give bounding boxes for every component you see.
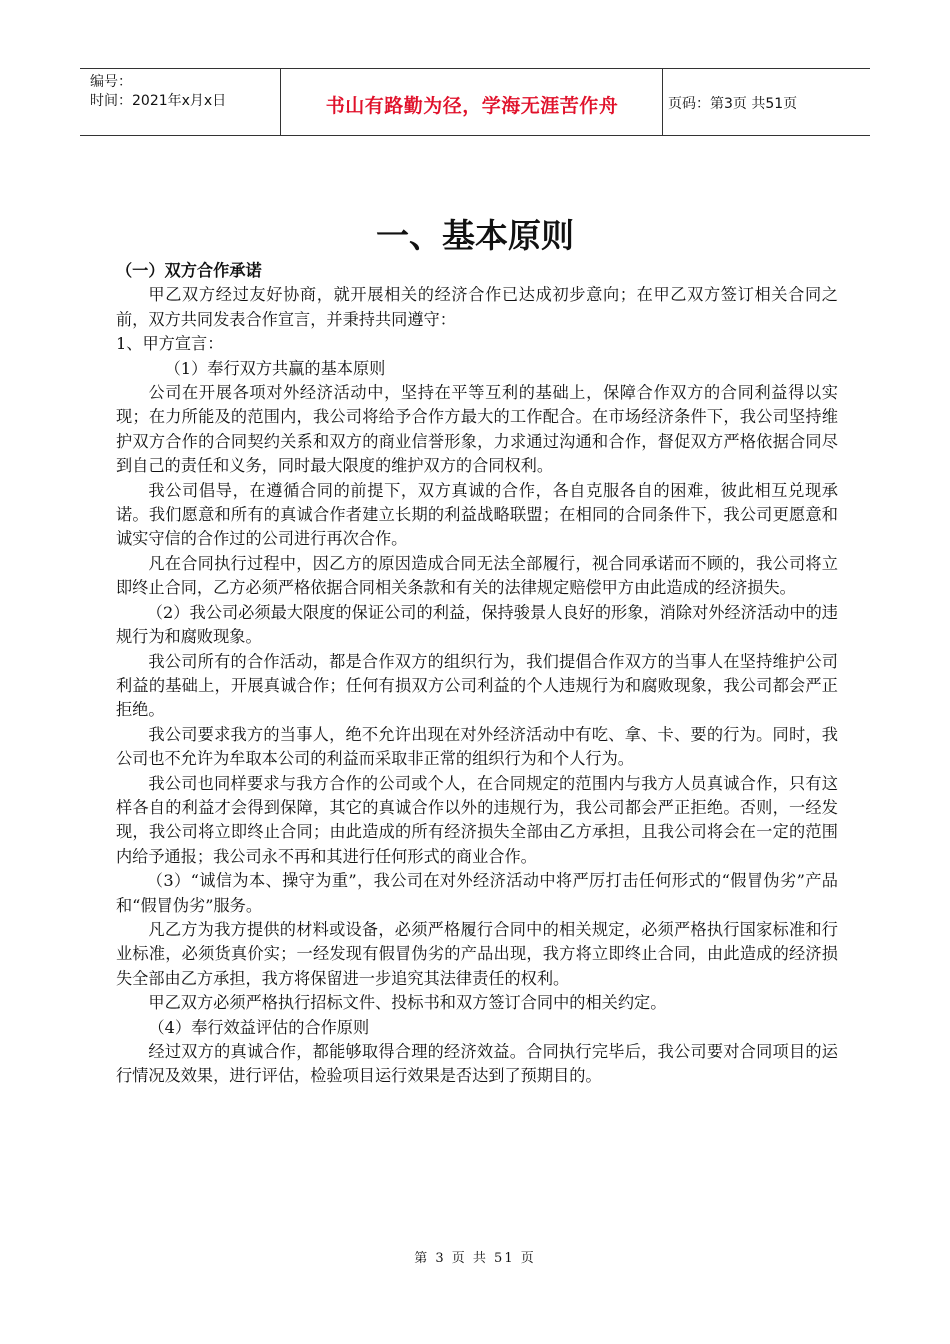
paragraph: 凡在合同执行过程中，因乙方的原因造成合同无法全部履行，视合同承诺而不顾的，我公司将立即终止合同，乙方必须严格依据合同相关条款和有关的法律规定赔偿甲方由此造成的经济损失。 bbox=[116, 553, 838, 598]
header-date: 时间：2021年x月x日 bbox=[90, 93, 227, 109]
header-page-number: 页码：第3页 共51页 bbox=[668, 96, 798, 112]
subheading: （1）奉行双方共赢的基本原则 bbox=[164, 358, 386, 378]
header-motto: 书山有路勤为径，学海无涯苦作舟 bbox=[325, 95, 619, 117]
paragraph: 经过双方的真诚合作，都能够取得合理的经济效益。合同执行完毕后，我公司要对合同项目的运行情况及效果，进行评估，检验项目运行效果是否达到了预期目的。 bbox=[116, 1042, 838, 1086]
paragraph: 甲乙双方经过友好协商，就开展相关的经济合作已达成初步意向；在甲乙双方签订相关合同之前，双方共同发表合作宣言，并秉持共同遵守： bbox=[116, 285, 838, 329]
document-body bbox=[116, 259, 838, 1089]
paragraph: 1、甲方宣言： bbox=[116, 334, 224, 354]
header-info bbox=[90, 73, 226, 111]
page-header bbox=[80, 68, 870, 136]
page-title: 一、基本原则 bbox=[376, 216, 574, 255]
paragraph: （2）我公司必须最大限度的保证公司的利益，保持骏景人良好的形象，消除对外经济活动中的违规行为和腐败现象。 bbox=[116, 602, 838, 647]
paragraph: 我公司所有的合作活动，都是合作双方的组织行为，我们提倡合作双方的当事人在坚持维护公司利益的基础上，开展真诚合作；任何有损双方公司利益的个人违规行为和腐败现象，我公司都会严正拒绝。 bbox=[116, 651, 838, 720]
paragraph: 我公司要求我方的当事人，绝不允许出现在对外经济活动中有吃、拿、卡、要的行为。同时，我公司也不允许为牟取本公司的利益而采取非正常的组织行为和个人行为。 bbox=[116, 724, 838, 769]
paragraph: 我公司倡导，在遵循合同的前提下，双方真诚的合作，各自克服各自的困难，彼此相互兑现承诺。我们愿意和所有的真诚合作者建立长期的利益战略联盟；在相同的合同条件下，我公司更愿意和诚实守信的合作过的公司进行再次合作。 bbox=[116, 480, 838, 549]
header-divider bbox=[280, 69, 281, 135]
paragraph: 我公司也同样要求与我方合作的公司或个人，在合同规定的范围内与我方人员真诚合作，只有这样各自的利益才会得到保障，其它的真诚合作以外的违规行为，我公司都会严正拒绝。否则，一经发现，我公司将立即终止合同；由此造成的所有经济损失全部由乙方承担，且我公司将会在一定的范围内给予通报；我公司永不再和其进行任何形式的商业合作。 bbox=[116, 773, 838, 866]
paragraph: 公司在开展各项对外经济活动中，坚持在平等互利的基础上，保障合作双方的合同利益得以实现；在力所能及的范围内，我公司将给予合作方最大的工作配合。在市场经济条件下，我公司坚持维护双方合作的合同契约关系和双方的商业信誉形象，力求通过沟通和合作，督促双方严格依据合同尽到自己的责任和义务，同时最大限度的维护双方的合同权利。 bbox=[116, 383, 838, 476]
paragraph: （3）“诚信为本、操守为重”，我公司在对外经济活动中将严厉打击任何形式的“假冒伪劣”产品和“假冒伪劣”服务。 bbox=[116, 871, 838, 915]
section-heading: （一）双方合作承诺 bbox=[116, 261, 262, 280]
page-footer: 第 3 页 共 51 页 bbox=[414, 1251, 536, 1266]
subheading: （4）奉行效益评估的合作原则 bbox=[148, 1017, 370, 1037]
paragraph: 凡乙方为我方提供的材料或设备，必须严格履行合同中的相关规定，必须严格执行国家标准和行业标准，必须货真价实；一经发现有假冒伪劣的产品出现，我方将立即终止合同，由此造成的经济损失全部由乙方承担，我方将保留进一步追究其法律责任的权利。 bbox=[116, 919, 838, 988]
header-number: 编号： bbox=[90, 74, 132, 90]
paragraph: 甲乙双方必须严格执行招标文件、投标书和双方签订合同中的相关约定。 bbox=[148, 993, 667, 1013]
